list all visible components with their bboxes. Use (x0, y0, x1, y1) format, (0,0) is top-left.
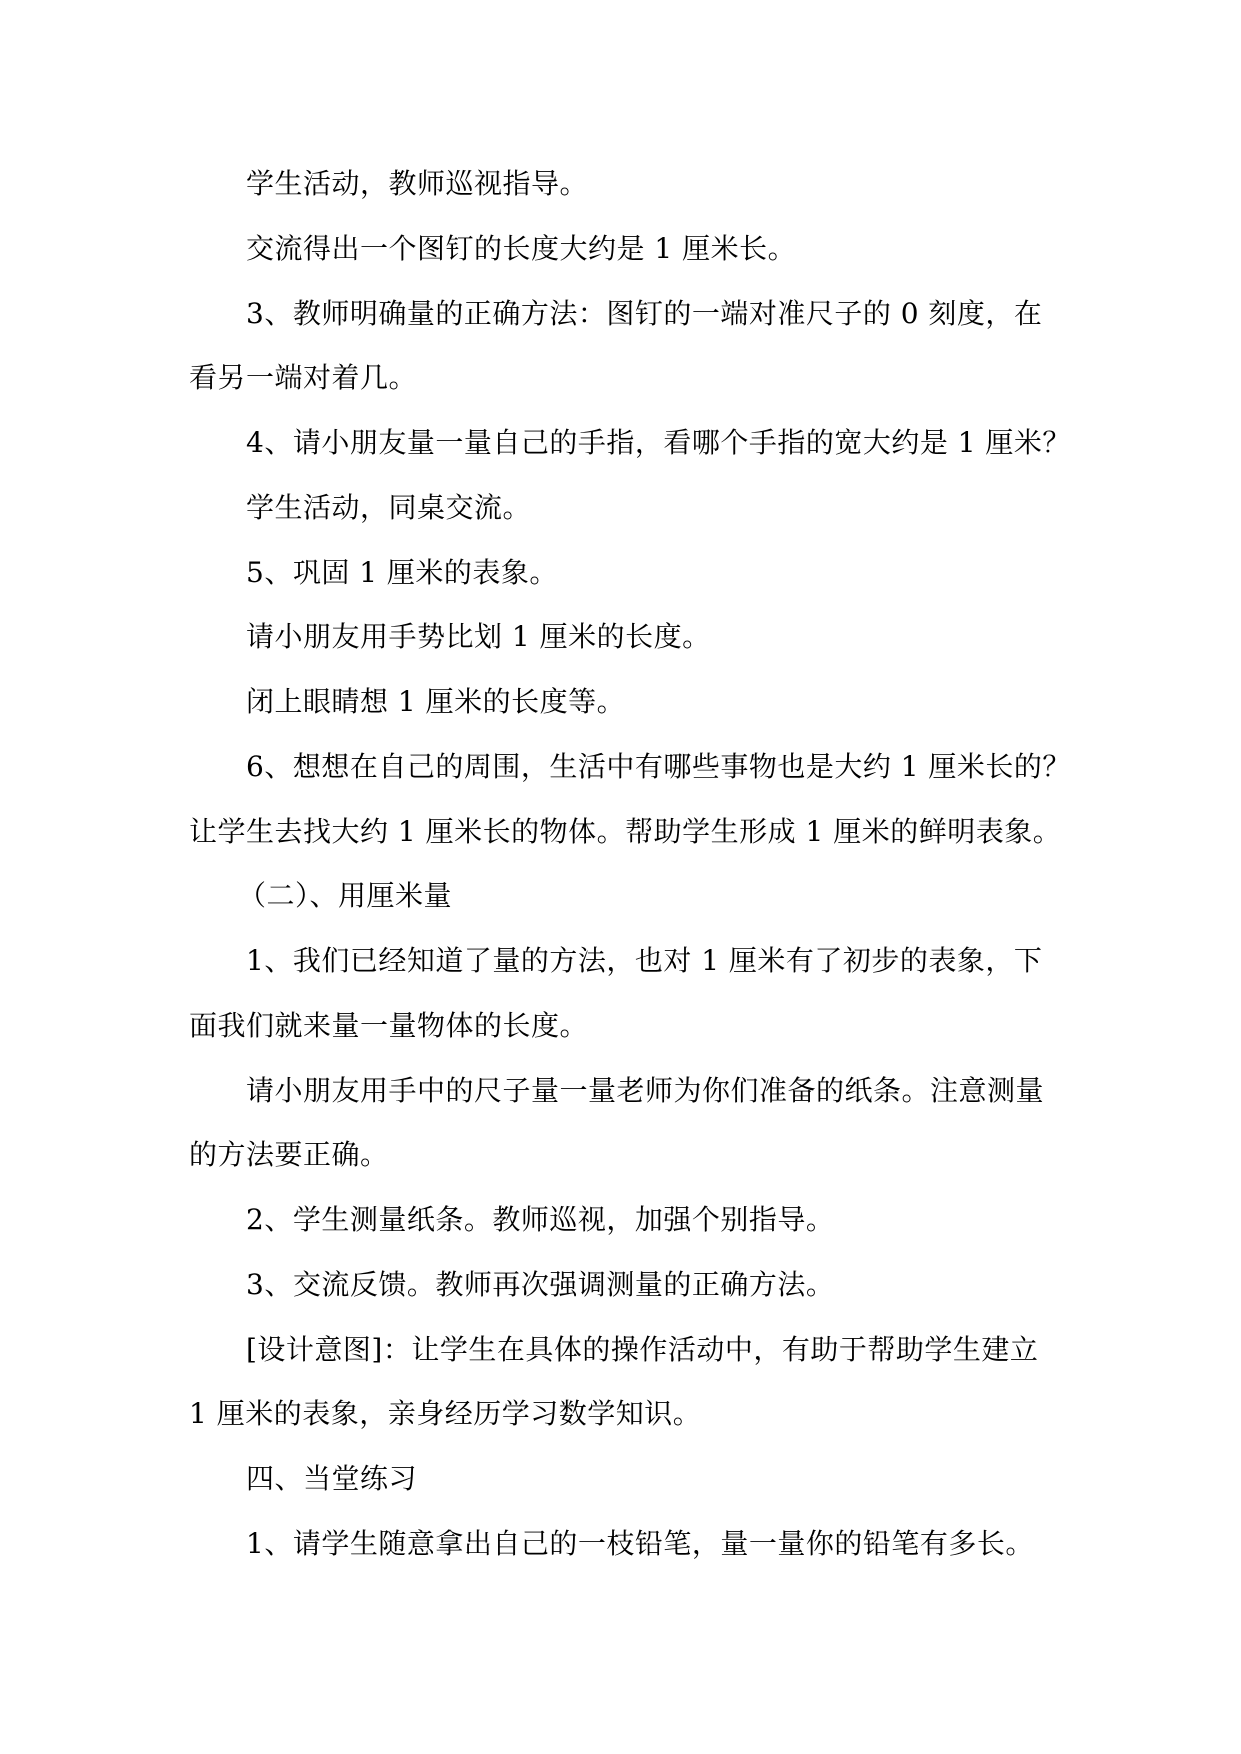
text-line: [设计意图]：让学生在具体的操作活动中，有助于帮助学生建立 (246, 1333, 1039, 1366)
text-line: 学生活动，教师巡视指导。 (246, 167, 589, 200)
text-line: 1、我们已经知道了量的方法，也对 1 厘米有了初步的表象，下 (246, 944, 1043, 977)
text-line: 交流得出一个图钉的长度大约是 1 厘米长。 (246, 232, 797, 265)
text-line: 5、巩固 1 厘米的表象。 (246, 556, 558, 589)
text-line: 2、学生测量纸条。教师巡视，加强个别指导。 (246, 1203, 835, 1236)
section-heading: （二）、用厘米量 (238, 879, 453, 912)
text-line: 6、想想在自己的周围，生活中有哪些事物也是大约 1 厘米长的？ (246, 750, 1071, 783)
text-line: 学生活动，同桌交流。 (246, 491, 532, 524)
text-line: 请小朋友用手势比划 1 厘米的长度。 (246, 620, 711, 653)
text-line: 1、请学生随意拿出自己的一枝铅笔，量一量你的铅笔有多长。 (246, 1527, 1034, 1560)
text-line: 请小朋友用手中的尺子量一量老师为你们准备的纸条。注意测量 (246, 1074, 1045, 1107)
text-line: 闭上眼睛想 1 厘米的长度等。 (246, 685, 626, 718)
text-line: 让学生去找大约 1 厘米长的物体。帮助学生形成 1 厘米的鲜明表象。 (189, 815, 1062, 848)
section-heading: 四、当堂练习 (246, 1462, 418, 1495)
text-line: 3、教师明确量的正确方法：图钉的一端对准尺子的 0 刻度，在 (246, 297, 1043, 330)
text-line: 的方法要正确。 (189, 1138, 389, 1171)
text-line: 看另一端对着几。 (189, 361, 418, 394)
text-line: 4、请小朋友量一量自己的手指，看哪个手指的宽大约是 1 厘米？ (246, 426, 1071, 459)
text-line: 面我们就来量一量物体的长度。 (189, 1009, 589, 1042)
text-line: 3、交流反馈。教师再次强调测量的正确方法。 (246, 1268, 835, 1301)
text-line: 1 厘米的表象，亲身经历学习数学知识。 (189, 1397, 702, 1430)
